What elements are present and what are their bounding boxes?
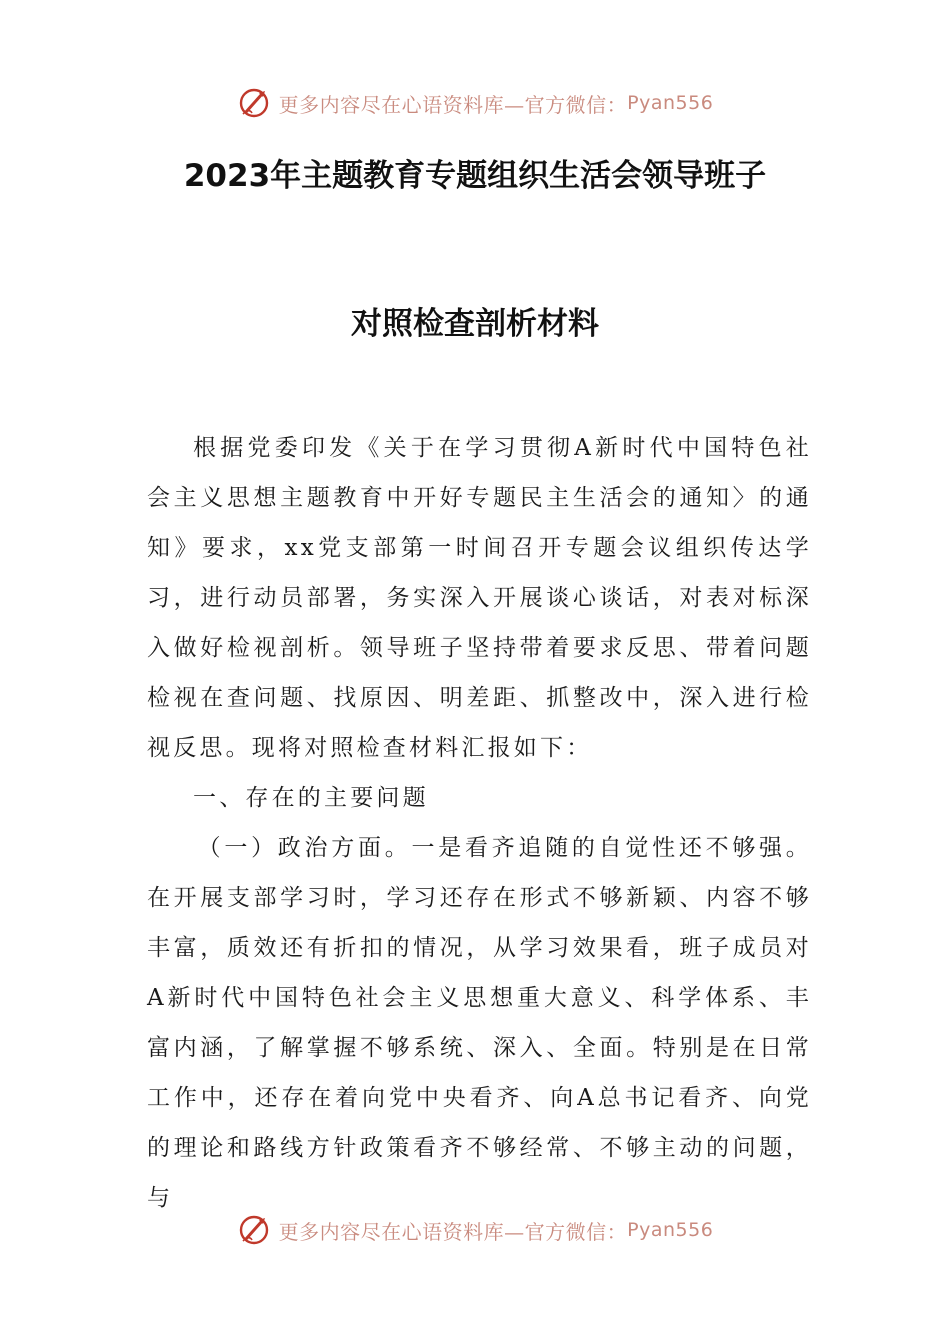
watermark-account: Pyan556 — [627, 1219, 714, 1241]
document-title-line2: 对照检查剖析材料 — [351, 306, 599, 342]
watermark-footer — [0, 1210, 950, 1250]
section-heading: 一、存在的主要问题 — [193, 785, 429, 811]
pen-logo-icon — [237, 1213, 271, 1247]
body-paragraph: 根据党委印发《关于在学习贯彻A新时代中国特色社会主义思想主题教育中开好专题民主生活会的通知〉的通知》要求，xx党支部第一时间召开专题会议组织传达学习，进行动员部署，务实深入开展谈心谈话，对表对标深入做好检视剖析。领导班子坚持带着要求反思、带着问题检视在查问题、找原因、明差距、抓整改中，深入进行检视反思。现将对照检查材料汇报如下： — [147, 435, 812, 761]
document-title-line1: 2023年主题教育专题组织生活会领导班子 — [183, 158, 767, 194]
document-body — [147, 423, 812, 1223]
watermark-header — [0, 83, 950, 123]
pen-logo-icon — [237, 86, 271, 120]
watermark-account: Pyan556 — [627, 92, 714, 114]
watermark-text: 更多内容尽在心语资料库—官方微信： — [278, 92, 628, 117]
watermark-text: 更多内容尽在心语资料库—官方微信： — [278, 1219, 628, 1244]
body-paragraph: （一）政治方面。一是看齐追随的自觉性还不够强。在开展支部学习时，学习还存在形式不够新颖、内容不够丰富，质效还有折扣的情况，从学习效果看，班子成员对A新时代中国特色社会主义思想重大意义、科学体系、丰富内涵，了解掌握不够系统、深入、全面。特别是在日常工作中，还存在着向党中央看齐、向A总书记看齐、向党的理论和路线方针政策看齐不够经常、不够主动的问题，与 — [147, 835, 812, 1211]
